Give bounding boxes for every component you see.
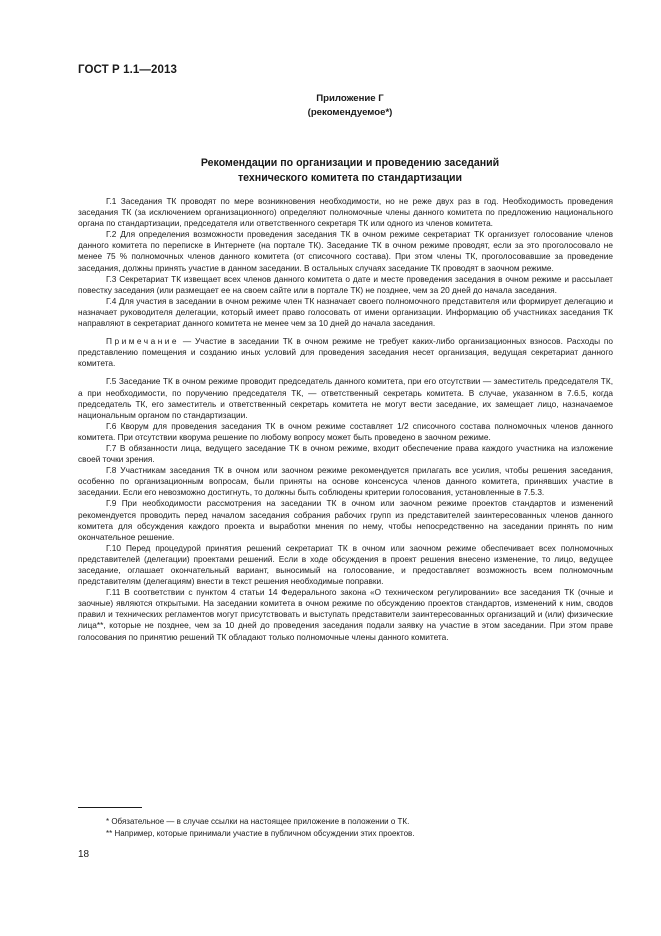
- note: [78, 336, 613, 369]
- paragraph-number: Г.6: [106, 420, 117, 431]
- paragraph-number: Г.4: [106, 295, 117, 306]
- paragraph-text: Перед процедурой принятия решений секретариат ТК в очном или заочном режиме обеспечивает всех полномочных представителей (делегации) проектами решений. Если в ходе обсуждения в проект решения внесено изменение, то лицо, ведущее заседание, оглашает окончательный вариант, выносимый на голосование, и предоставляет возможность всем полномочным представителям (делегациям) внести в текст решения необходимые поправки.: [78, 542, 613, 587]
- section-title: [0, 156, 661, 186]
- footnote-2: ** Например, которые принимали участие в публичном обсуждении этих проектов.: [106, 829, 415, 838]
- page-number: 18: [78, 849, 90, 860]
- paragraph-text: Участникам заседания ТК в очном или заочном режиме рекомендуется прилагать все усилия, чтобы решения заседания, особенно по организационным вопросам, были приняты на основе консенсуса членов данного комитета, принявших участие в заседании. Если его невозможно достигнуть, то должны быть соблюдены критерии голосования, установленные в 7.5.3.: [78, 465, 613, 498]
- paragraph-number: Г.3: [106, 273, 117, 284]
- paragraph-number: Г.7: [106, 442, 117, 453]
- paragraph-number: Г.2: [106, 229, 117, 240]
- title-line-2: технического комитета по стандартизации: [237, 172, 463, 184]
- paragraph-g6: [78, 421, 613, 443]
- paragraph-number: Г.5: [106, 376, 117, 387]
- paragraph-g11: [78, 587, 613, 642]
- document-header: ГОСТ Р 1.1—2013: [78, 64, 177, 76]
- body-text: [78, 196, 613, 643]
- footnote-divider: [78, 807, 142, 808]
- paragraph-g7: [78, 443, 613, 465]
- paragraph-g8: [78, 465, 613, 498]
- note-text: — Участие в заседании ТК в очном режиме не требует каких-либо организационных взносов. Расходы по представлению помещения и созданию иных условий для проведения заседания несет организация, ведущая секретариат данного комитета.: [78, 336, 613, 369]
- paragraph-number: Г.10: [106, 542, 122, 553]
- paragraph-number: Г.11: [106, 587, 121, 598]
- paragraph-text: Кворум для проведения заседания ТК в очном режиме составляет 1/2 списочного состава полномочных членов данного комитета. При отсутствии кворума решение по любому вопросу может быть проведено в заочном режиме.: [78, 420, 613, 442]
- paragraph-text: Заседания ТК проводят по мере возникновения необходимости, но не реже двух раз в год. Необходимость проведения заседания ТК (за исключением организационного) определяют полномочные члены данного комитета по предложению национального органа по стандартизации, председателя или ответственного секретаря ТК или одного из членов комитета.: [78, 196, 614, 229]
- paragraph-g3: [78, 274, 613, 296]
- paragraph-number: Г.8: [106, 465, 117, 476]
- paragraph-number: Г.1: [106, 196, 117, 206]
- paragraph-text: Для участия в заседании в очном режиме член ТК назначает своего полномочного представителя или формирует делегацию и назначает руководителя делегации, который имеет право голосовать от имени организации. Информацию об участниках заседания ТК направляют в секретариат данного комитета не менее чем за 10 дней до начала заседания.: [78, 295, 613, 329]
- title-line-1: Рекомендации по организации и проведению заседаний: [200, 157, 500, 169]
- paragraph-g2: [78, 229, 613, 273]
- paragraph-g4: [78, 296, 613, 329]
- footnote-1: * Обязательное — в случае ссылки на настоящее приложение в положении о ТК.: [106, 817, 410, 826]
- paragraph-text: При необходимости рассмотрения на заседании ТК в очном или заочном режиме проектов стандартов и изменений рекомендуется проводить перед началом заседания собрания рабочих групп из представителей заинтересованных членов данного комитета для обсуждения каждого проекта и выработки мнения по нему, чтобы непосредственно на заседании принять по ним окончательное решение.: [78, 498, 613, 542]
- paragraph-g1: [78, 196, 613, 229]
- paragraph-g10: [78, 543, 613, 587]
- paragraph-text: В соответствии с пунктом 4 статьи 14 Федерального закона «О техническом регулировании» все заседания ТК (очные и заочные) являются открытыми. На заседании комитета в очном режиме по обсуждению проектов стандартов, изменений к ним, сводов правил и технических регламентов могут присутствовать и выступать представители заинтересованных организаций и (или) физические лица**, которые не позднее, чем за 10 дней до проведения заседания подали заявку на участие в этом заседании. При этом праве голосования по принятию решений ТК обладают только полномочные члены данного комитета.: [78, 587, 613, 642]
- paragraph-g9: [78, 498, 613, 542]
- paragraph-text: Заседание ТК в очном режиме проводит председатель данного комитета, при его отсутствии — заместитель председателя ТК, а при необходимости, по поручению председателя ТК, — ответственный секретарь комитета. В случае, указанном в 7.6.5, когда председатель ТК, его заместитель и ответственный секретарь комитета не могут вести заседание, их замещает лицо, назначаемое национальным органом по стандартизации.: [78, 376, 613, 420]
- appendix-label: Приложение Г: [316, 93, 384, 104]
- paragraph-text: Для определения возможности проведения заседания ТК в очном режиме секретариат ТК организует голосование членов данного комитета по переписке в Интернете (на портале ТК). Заседание ТК в очном режиме проводят, если за это проголосовало не менее 75 % полномочных членов данного комитета (от списочного состава). При этом члены ТК, проголосовавшие за проведение заседания, должны принять участие в данном заседании. В остальных случаях заседание ТК проводят в заочном режиме.: [78, 229, 613, 273]
- paragraph-text: Секретариат ТК извещает всех членов данного комитета о дате и месте проведения заседания в очном режиме и рассылает повестку заседания (или размещает ее на своем сайте или в портале ТК) не позднее, чем за 20 дней до начала заседания.: [78, 273, 613, 295]
- paragraph-text: В обязанности лица, ведущего заседание ТК в очном режиме, входит обеспечение права каждого участника на изложение своей точки зрения.: [78, 442, 613, 465]
- paragraph-g5: [78, 376, 613, 420]
- paragraph-number: Г.9: [106, 498, 117, 509]
- appendix-heading: [0, 92, 661, 120]
- footnotes: [78, 816, 613, 840]
- appendix-status: (рекомендуемое*): [307, 107, 393, 118]
- note-label: Примечание: [106, 336, 180, 347]
